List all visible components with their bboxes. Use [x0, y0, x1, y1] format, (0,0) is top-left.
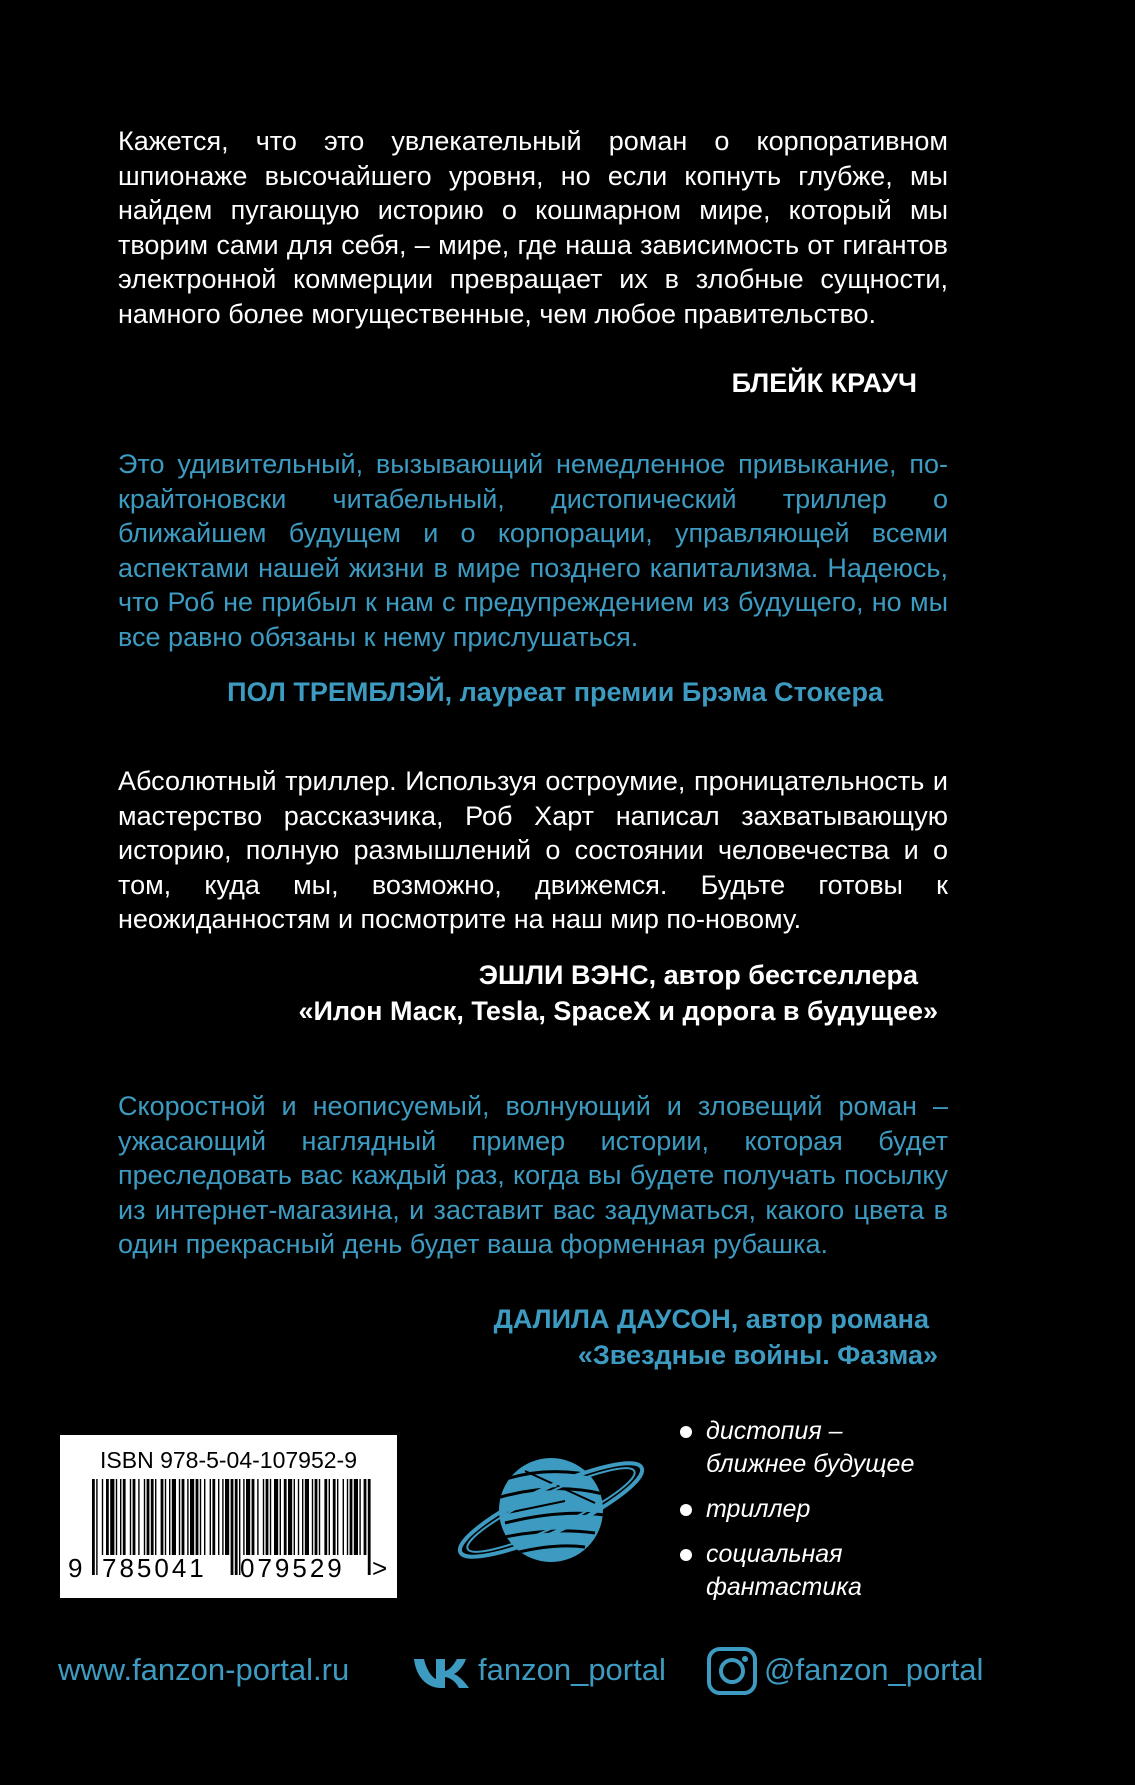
review-3-author-name: ЭШЛИ ВЭНС, — [478, 960, 657, 990]
barcode-bar — [130, 1479, 131, 1555]
barcode-bar — [298, 1479, 299, 1555]
genre-3-line-1: социальная — [706, 1540, 843, 1568]
barcode-bar — [324, 1479, 327, 1555]
barcode-bar — [235, 1479, 238, 1575]
genre-1-line-2: ближнее будущее — [706, 1450, 915, 1478]
barcode-bar — [123, 1479, 126, 1555]
barcode-bar — [110, 1479, 114, 1555]
bullet-icon — [680, 1426, 692, 1438]
barcode-end-mark: > — [372, 1553, 388, 1583]
barcode-bar — [179, 1479, 180, 1555]
barcode-bar — [305, 1479, 309, 1555]
barcode-bar — [200, 1479, 201, 1555]
review-3-author-book: «Илон Маск, Tesla, SpaceX и дорога в будущее» — [298, 996, 938, 1026]
barcode-bar — [280, 1479, 281, 1555]
barcode-bar — [354, 1479, 358, 1555]
barcode-bar — [120, 1479, 121, 1555]
barcode-bar — [218, 1479, 219, 1555]
barcode-bar — [333, 1479, 336, 1555]
review-3-author-note: автор бестселлера — [656, 960, 918, 990]
review-2-author — [227, 675, 883, 709]
barcode-bar — [161, 1479, 164, 1555]
barcode-group-2: 079529 — [240, 1553, 345, 1583]
barcode-bar — [212, 1479, 215, 1555]
review-2-author-note: лауреат премии Брэма Стокера — [452, 677, 883, 707]
barcode-lead-digit: 9 — [68, 1553, 83, 1583]
barcode-bar — [144, 1479, 145, 1555]
barcode-bar — [225, 1479, 229, 1555]
barcode-bar — [274, 1479, 278, 1555]
vk-handle[interactable]: fanzon_portal — [478, 1652, 666, 1687]
genre-item — [680, 1493, 914, 1526]
review-1-author — [732, 366, 917, 400]
instagram-handle[interactable]: @fanzon_portal — [764, 1652, 984, 1687]
bullet-icon — [680, 1549, 692, 1561]
barcode-bar — [151, 1479, 154, 1555]
barcode-bar — [169, 1479, 170, 1555]
review-4-text: Скоростной и неописуемый, волнующий и зловещий роман – ужасающий наглядный пример истории, которая будет преследовать вас каждый раз, когда вы будете получать посылку из интернет-магазина, и заставит вас задуматься, какого цвета в один прекрасный день будет ваша форменная рубашка. — [118, 1091, 948, 1259]
barcode-bar — [187, 1479, 188, 1555]
barcode-group-1: 785041 — [102, 1553, 207, 1583]
barcode-bar — [347, 1479, 348, 1555]
barcode-bar — [343, 1479, 344, 1555]
genre-2-line-1: триллер — [706, 1495, 811, 1523]
instagram-icon[interactable] — [706, 1646, 758, 1696]
barcode-bar — [252, 1479, 255, 1555]
genre-3-line-2: фантастика — [706, 1573, 862, 1601]
barcode-bar — [138, 1479, 139, 1555]
review-1-text: Кажется, что это увлекательный роман о корпоративном шпионаже высочайшего уровня, но если копнуть глубже, мы найдем пугающую историю о кошмарном мире, который мы творим сами для себя, – мире, где наша зависимость от гигантов электронной коммерции превращает их в злобные сущности, намного более могущественные, чем любое правительство. — [118, 126, 948, 329]
barcode-bar — [319, 1479, 320, 1555]
review-4-author-note: автор романа — [738, 1304, 929, 1334]
review-1-author-name: БЛЕЙК КРАУЧ — [731, 368, 917, 398]
isbn-number: ISBN 978-5-04-107952-9 — [100, 1447, 357, 1473]
review-4-author — [494, 1302, 929, 1336]
barcode-bar — [165, 1479, 166, 1555]
barcode-bar — [106, 1479, 109, 1555]
genre-item — [680, 1538, 914, 1604]
barcode-bar — [196, 1479, 199, 1555]
barcode-bar — [222, 1479, 223, 1555]
barcode-bar — [246, 1479, 250, 1555]
barcode-bar — [231, 1479, 234, 1575]
barcode-bar — [294, 1479, 295, 1555]
barcode-bar — [263, 1479, 264, 1555]
website-link[interactable]: www.fanzon-portal.ru — [58, 1652, 350, 1687]
barcode-bar — [204, 1479, 205, 1555]
barcode-bar — [182, 1479, 185, 1555]
barcode-bar — [102, 1479, 103, 1555]
review-4-author-name: ДАЛИЛА ДАУСОН, — [493, 1304, 739, 1334]
barcode-bar — [155, 1479, 156, 1555]
barcode-bar — [257, 1479, 258, 1555]
barcode-bar — [243, 1479, 244, 1555]
genre-list — [680, 1415, 914, 1616]
genre-item — [680, 1415, 914, 1481]
review-4-author-book: «Звездные войны. Фазма» — [577, 1340, 938, 1370]
barcode-bar — [270, 1479, 271, 1555]
barcode-bar — [288, 1479, 292, 1555]
barcode-bar — [368, 1479, 371, 1575]
bullet-icon — [680, 1504, 692, 1516]
barcode-bar — [172, 1479, 176, 1555]
barcode-bar — [147, 1479, 150, 1555]
barcode-bar — [350, 1479, 353, 1555]
barcode-bar — [92, 1479, 95, 1575]
review-3-author — [479, 958, 918, 992]
barcode-bar — [312, 1479, 313, 1555]
review-2-text: Это удивительный, вызывающий немедленное привыкание, по-крайтоновски читабельный, дистопический триллер о ближайшем будущем и о корпорации, управляющей всеми аспектами нашей жизни в мире позднего капитализма. Надеюсь, что Роб не прибыл к нам с предупреждением из будущего, но мы все равно обязаны к нему прислушаться. — [118, 449, 948, 652]
barcode-bar — [359, 1479, 360, 1555]
barcode-bar — [133, 1479, 136, 1555]
barcode-bar — [96, 1479, 97, 1575]
barcode-bar — [190, 1479, 194, 1555]
barcode-bar — [116, 1479, 117, 1555]
barcode-bar — [302, 1479, 303, 1555]
planet-icon — [445, 1443, 655, 1578]
barcode-bar — [284, 1479, 287, 1555]
vk-icon[interactable] — [412, 1656, 472, 1690]
barcode-bar — [210, 1479, 211, 1555]
barcode-bar — [266, 1479, 269, 1555]
genre-1-line-1: дистопия – — [706, 1417, 843, 1445]
footer — [0, 1640, 1135, 1700]
review-2-author-name: ПОЛ ТРЕМБЛЭЙ, — [227, 677, 453, 707]
barcode-bar — [364, 1479, 367, 1555]
isbn-barcode — [60, 1435, 397, 1598]
barcode-bar — [337, 1479, 338, 1555]
barcode-bar — [315, 1479, 318, 1555]
review-3-text: Абсолютный триллер. Используя остроумие, проницательность и мастерство рассказчика, Роб Харт написал захватывающую историю, полную размышлений о состоянии человечества и о том, куда мы, возможно, движемся. Будьте готовы к неожиданностям и посмотрите на наш мир по-новому. — [118, 766, 948, 934]
barcode-bar — [329, 1479, 330, 1555]
